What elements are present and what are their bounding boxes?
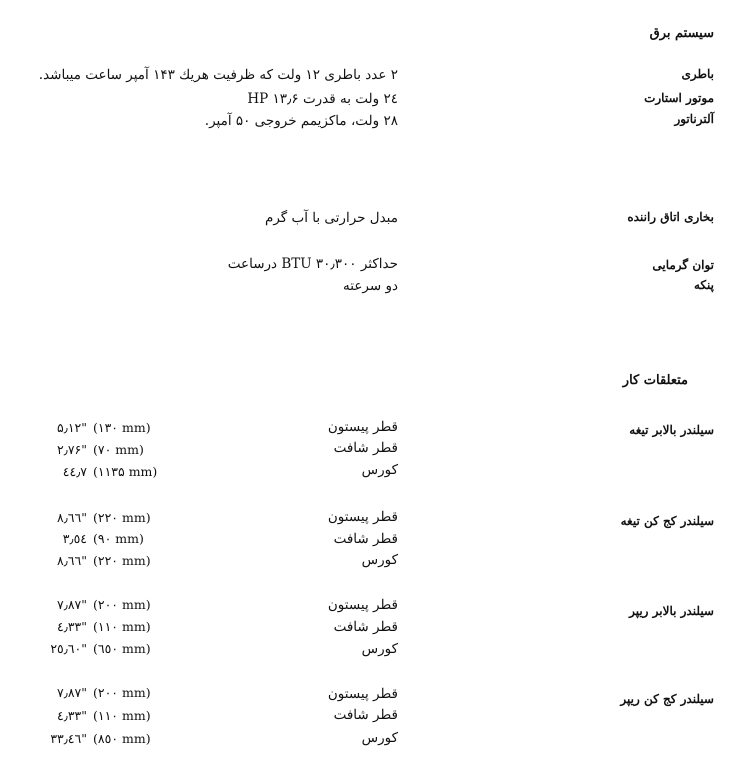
- spec-mm: (۱۳۰ mm): [93, 420, 151, 435]
- spec-mm: (۲۰۰ mm): [93, 597, 151, 612]
- spec-name: کورس: [361, 552, 398, 568]
- spec-inch: ٤٤٫۷: [62, 464, 87, 479]
- spec-value-row: [31, 685, 159, 700]
- spec-value-row: [31, 708, 159, 723]
- battery-label: باطری: [681, 67, 714, 81]
- spec-value-row: [31, 553, 159, 568]
- attachments-heading: متعلقات کار: [622, 373, 688, 388]
- spec-name: قطر پیستون: [327, 509, 398, 525]
- fan-label: پنکه: [693, 278, 714, 292]
- cab-heater-value: مبدل حرارتی با آب گرم: [264, 210, 398, 226]
- cab-heater-label: بخاری اتاق راننده: [627, 210, 714, 224]
- spec-mm: (۱۱۰ mm): [93, 619, 151, 634]
- starter-value: ۲٤ ولت به قدرت HP ۱۳٫۶: [247, 91, 398, 107]
- spec-mm: (۸٥۰ mm): [93, 731, 151, 746]
- spec-inch: ۸٫٦٦": [57, 553, 87, 568]
- blade-tilt-cylinder-label: سیلندر کج کن تیغه: [620, 514, 714, 528]
- spec-mm: (۲۰۰ mm): [93, 685, 151, 700]
- spec-inch: ۲٫۷۶": [57, 442, 87, 457]
- spec-inch: ٤٫۳۳": [57, 619, 87, 634]
- spec-name: قطر شافت: [333, 440, 398, 456]
- heating-power-label: توان گرمایی: [652, 258, 714, 272]
- alternator-value: ۲۸ ولت، ماکزیمم خروجی ۵۰ آمپر.: [204, 113, 398, 129]
- spec-value-row: [31, 510, 159, 525]
- spec-value-row: [31, 597, 159, 612]
- spec-value-row: [31, 442, 159, 457]
- spec-name: قطر شافت: [333, 707, 398, 723]
- spec-mm: (۱۱۳۵ mm): [93, 464, 158, 479]
- ripper-tilt-cylinder-label: سیلندر کج کن ریپر: [620, 692, 714, 706]
- spec-name: کورس: [361, 730, 398, 746]
- spec-value-row: [31, 731, 159, 746]
- spec-name: قطر پیستون: [327, 686, 398, 702]
- spec-inch: ۲٥٫٦۰": [50, 641, 87, 656]
- spec-inch: ۷٫۸۷": [57, 597, 87, 612]
- spec-value-row: [31, 641, 159, 656]
- blade-lift-cylinder-label: سیلندر بالابر تیغه: [629, 423, 714, 437]
- spec-name: قطر پیستون: [327, 419, 398, 435]
- spec-value-row: [31, 619, 159, 634]
- spec-mm: (٦٥۰ mm): [93, 641, 151, 656]
- fan-value: دو سرعته: [343, 278, 398, 294]
- spec-inch: ۳۳٫٤٦": [50, 731, 87, 746]
- spec-mm: (۲۲۰ mm): [93, 510, 151, 525]
- spec-name: قطر شافت: [333, 531, 398, 547]
- spec-name: کورس: [361, 462, 398, 478]
- heating-power-value: حداکثر BTU ۳۰٫۳۰۰ درساعت: [227, 256, 398, 272]
- spec-inch: ۸٫٦٦": [57, 510, 87, 525]
- spec-inch: ٤٫۳۳": [57, 708, 87, 723]
- spec-mm: (۷۰ mm): [93, 442, 144, 457]
- electrical-heading: سیستم برق: [649, 26, 714, 41]
- battery-value: ۲ عدد باطری ۱۲ ولت که ظرفیت هریك ۱۴۳ آمپر ساعت میباشد.: [38, 67, 398, 83]
- spec-inch: ۳٫٥٤: [62, 531, 87, 546]
- alternator-label: آلترناتور: [674, 112, 714, 126]
- ripper-lift-cylinder-label: سیلندر بالابر ریپر: [629, 604, 714, 618]
- spec-inch: ۵٫۱۲": [57, 420, 87, 435]
- spec-name: کورس: [361, 641, 398, 657]
- spec-value-row: [31, 531, 159, 546]
- spec-mm: (۹۰ mm): [93, 531, 144, 546]
- spec-value-row: [31, 464, 159, 479]
- spec-name: قطر شافت: [333, 619, 398, 635]
- starter-label: موتور استارت: [644, 91, 714, 105]
- spec-mm: (۲۲۰ mm): [93, 553, 151, 568]
- spec-value-row: [31, 420, 159, 435]
- spec-name: قطر پیستون: [327, 597, 398, 613]
- spec-mm: (۱۱۰ mm): [93, 708, 151, 723]
- spec-inch: ۷٫۸۷": [57, 685, 87, 700]
